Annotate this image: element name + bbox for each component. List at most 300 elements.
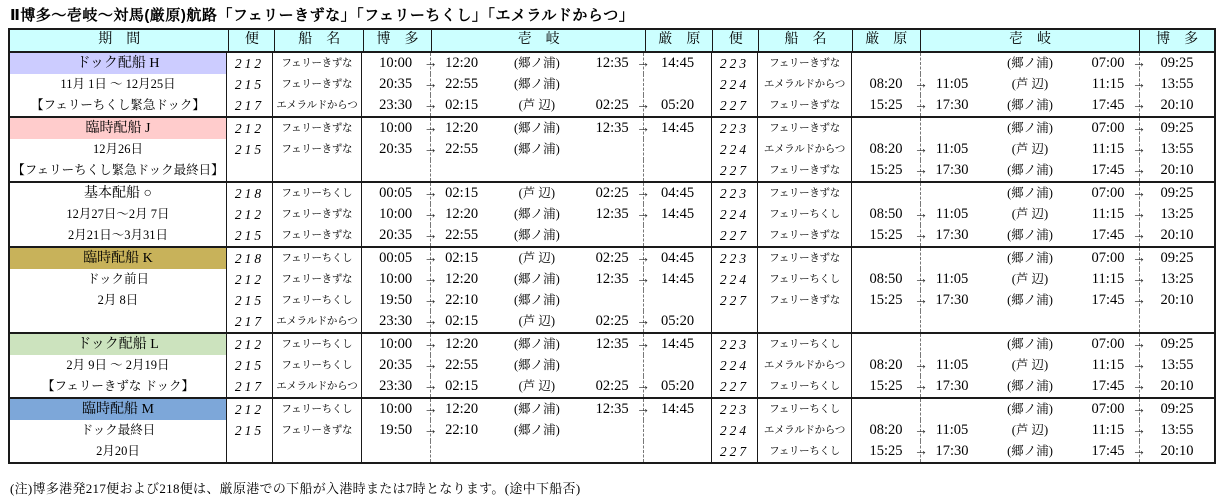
port-name: (郷ノ浦) (513, 56, 560, 70)
page-title: Ⅱ博多～壱岐～対馬(厳原)航路「フェリーきずな」「フェリーちくし」「エメラルドからつ」 (10, 7, 635, 24)
iki-cell (423, 74, 645, 95)
flight-number: 227 (712, 225, 758, 246)
iki-departure-time: 07:00 (1091, 185, 1125, 201)
iki-arrival-time (431, 160, 493, 181)
izuhara-departure-time: 08:20 (869, 76, 903, 92)
period-cell (10, 334, 227, 397)
izuhara-arrival-time: 14:45 (661, 336, 695, 352)
arrow-icon: → (914, 272, 928, 287)
izuhara-arrival-time (644, 160, 711, 181)
arrow-icon: → (636, 98, 651, 113)
flight-number: 224 (712, 139, 758, 160)
iki-departure-time: 11:15 (1091, 357, 1125, 373)
hakata-departure-time: 10:00 (379, 55, 413, 71)
arrow-icon: → (1132, 77, 1146, 92)
flight-number: 227 (712, 95, 758, 116)
hakata-departure-time: 19:50 (379, 422, 413, 438)
return-leg (712, 399, 1214, 420)
port-name: (芦 辺) (518, 98, 556, 112)
iki-cell (423, 53, 651, 74)
iki-cell (914, 95, 1146, 116)
iki-cell (914, 225, 1146, 246)
hakata-departure-time: 10:00 (379, 336, 413, 352)
izuhara-departure-time: 08:50 (869, 271, 903, 287)
port-name: (芦 辺) (1011, 423, 1049, 437)
izuhara-arrival-time: 05:20 (661, 378, 695, 394)
arrow-icon: → (914, 228, 928, 243)
iki-departure-time (581, 355, 643, 376)
return-leg (712, 290, 1214, 311)
outbound-leg (227, 399, 712, 420)
port-name: (芦 辺) (1011, 77, 1049, 91)
hakata-departure-time: 23:30 (379, 378, 413, 394)
izuhara-arrival-time: 04:45 (661, 250, 695, 266)
ship-name: フェリーきずな (273, 225, 362, 246)
iki-cell (914, 139, 1146, 160)
iki-arrival-time: 22:10 (445, 422, 479, 438)
outbound-leg (227, 248, 712, 269)
izuhara-arrival-time (644, 139, 711, 160)
iki-departure-time: 12:35 (595, 120, 629, 136)
iki-arrival-time: 12:20 (445, 271, 479, 287)
iki-cell (423, 95, 651, 116)
ship-name: フェリーきずな (273, 139, 362, 160)
iki-arrival-time: 17:30 (935, 162, 969, 178)
outbound-leg (227, 53, 712, 74)
period-dates: 12月26日 (92, 142, 143, 156)
izuhara-departure-time (852, 311, 920, 332)
arrow-icon: → (423, 293, 438, 308)
port-name: (郷ノ浦) (1007, 163, 1053, 177)
flight-number: 212 (227, 204, 273, 225)
flight-number: 223 (712, 53, 758, 74)
port-name: (郷ノ浦) (1007, 293, 1053, 307)
arrow-icon: → (423, 337, 438, 352)
outbound-leg (227, 420, 712, 441)
ship-name: フェリーちくし (273, 183, 362, 204)
arrow-icon: → (423, 358, 438, 373)
iki-cell (914, 269, 1146, 290)
period-note: 【フェリーちくし緊急ドック最終日】 (12, 163, 224, 177)
hakata-arrival-time: 20:10 (1160, 292, 1194, 308)
return-leg (712, 248, 1214, 269)
arrow-icon: → (1132, 207, 1146, 222)
iki-departure-time: 12:35 (595, 206, 629, 222)
flight-number: 215 (227, 290, 273, 311)
table-row (227, 376, 1214, 397)
flight-number: 217 (227, 376, 273, 397)
flight-number: 215 (227, 225, 273, 246)
ship-name: フェリーきずな (758, 53, 852, 74)
iki-arrival-time: 12:20 (445, 120, 479, 136)
iki-cell (423, 311, 651, 332)
port-name: (芦 辺) (518, 251, 556, 265)
iki-departure-time: 07:00 (1091, 336, 1125, 352)
return-leg (712, 376, 1214, 397)
iki-departure-time: 11:15 (1091, 271, 1125, 287)
table-row (227, 334, 1214, 355)
period-dates: 2月 9日 ～ 2月19日 (66, 358, 170, 372)
iki-arrival-time: 12:20 (445, 401, 479, 417)
arrow-icon: → (1132, 379, 1146, 394)
arrow-icon: → (1132, 423, 1146, 438)
port-name: (郷ノ浦) (1007, 121, 1053, 135)
ship-name: フェリーちくし (758, 269, 852, 290)
section-rows (227, 53, 1214, 116)
izuhara-departure-time: 15:25 (869, 378, 903, 394)
ship-name: フェリーきずな (758, 290, 852, 311)
iki-cell (914, 420, 1146, 441)
port-name: (郷ノ浦) (513, 402, 560, 416)
arrow-icon: → (1132, 293, 1146, 308)
ship-name: フェリーきずな (758, 118, 852, 139)
flight-number: 223 (712, 118, 758, 139)
hakata-arrival-time: 20:10 (1160, 227, 1194, 243)
izuhara-arrival-time (644, 225, 711, 246)
iki-cell (430, 160, 645, 181)
izuhara-arrival-time (644, 441, 711, 462)
return-leg (712, 334, 1214, 355)
ship-name: フェリーちくし (273, 290, 362, 311)
ship-name: フェリーきずな (273, 269, 362, 290)
arrow-icon: → (423, 121, 438, 136)
flight-number: 212 (227, 53, 273, 74)
section-rows (227, 248, 1214, 332)
iki-departure-time (581, 441, 643, 462)
iki-departure-time (581, 225, 643, 246)
outbound-leg (227, 74, 712, 95)
port-name (493, 441, 582, 462)
return-leg (712, 204, 1214, 225)
section-name: ドック配船 H (10, 53, 226, 74)
iki-cell (920, 118, 1146, 139)
iki-departure-time: 12:35 (595, 401, 629, 417)
izuhara-arrival-time (644, 355, 711, 376)
iki-arrival-time (921, 311, 983, 332)
iki-arrival-time: 22:10 (445, 292, 479, 308)
port-name: (郷ノ浦) (1007, 402, 1053, 416)
iki-departure-time (581, 74, 643, 95)
iki-cell (423, 269, 651, 290)
iki-arrival-time (921, 248, 983, 269)
port-name: (郷ノ浦) (1007, 444, 1053, 458)
iki-departure-time: 17:45 (1091, 378, 1125, 394)
hakata-departure-time: 10:00 (379, 120, 413, 136)
izuhara-departure-time (852, 53, 920, 74)
ship-name: フェリーきずな (758, 95, 852, 116)
arrow-icon: → (1132, 272, 1146, 287)
port-name: (郷ノ浦) (1007, 379, 1053, 393)
flight-number: 224 (712, 204, 758, 225)
port-name: (芦 辺) (1011, 207, 1049, 221)
hakata-departure-time: 10:00 (379, 401, 413, 417)
hakata-departure-time: 00:05 (379, 250, 413, 266)
flight-number: 212 (227, 118, 273, 139)
iki-cell (430, 441, 645, 462)
iki-cell (423, 204, 651, 225)
iki-departure-time (581, 160, 643, 181)
ship-name: エメラルドからつ (758, 139, 852, 160)
iki-arrival-time: 17:30 (935, 378, 969, 394)
table-row (227, 290, 1214, 311)
iki-departure-time: 11:15 (1091, 206, 1125, 222)
izuhara-arrival-time: 14:45 (661, 55, 695, 71)
iki-arrival-time: 11:05 (935, 422, 969, 438)
hakata-departure-time: 23:30 (379, 97, 413, 113)
hakata-arrival-time: 20:10 (1160, 162, 1194, 178)
table-row (227, 53, 1214, 74)
return-leg (712, 269, 1214, 290)
iki-cell (920, 248, 1146, 269)
section-rows (227, 118, 1214, 181)
hakata-arrival-time: 20:10 (1160, 97, 1194, 113)
hakata-arrival-time: 09:25 (1160, 250, 1194, 266)
return-leg (712, 95, 1214, 116)
port-name: (郷ノ浦) (1007, 56, 1053, 70)
hakata-arrival-time: 20:10 (1160, 378, 1194, 394)
section-name: 臨時配船 K (10, 248, 226, 269)
period-dates: ドック最終日 (80, 423, 156, 437)
hakata-arrival-time (1140, 311, 1214, 332)
outbound-leg (227, 95, 712, 116)
iki-arrival-time: 17:30 (935, 227, 969, 243)
hakata-arrival-time: 13:55 (1160, 76, 1194, 92)
iki-arrival-time (921, 53, 983, 74)
hakata-arrival-time: 09:25 (1160, 336, 1194, 352)
iki-cell (423, 183, 651, 204)
izuhara-departure-time: 15:25 (869, 97, 903, 113)
iki-cell (914, 74, 1146, 95)
izuhara-arrival-time: 05:20 (661, 97, 695, 113)
iki-departure-time: 02:25 (595, 185, 629, 201)
izuhara-departure-time: 08:20 (869, 141, 903, 157)
return-leg (712, 74, 1214, 95)
arrow-icon: → (636, 379, 651, 394)
arrow-icon: → (1132, 402, 1146, 417)
hakata-departure-time (362, 160, 430, 181)
return-leg (712, 311, 1214, 332)
arrow-icon: → (423, 186, 438, 201)
outbound-leg (227, 290, 712, 311)
arrow-icon: → (423, 228, 438, 243)
port-name: (郷ノ浦) (513, 293, 560, 307)
iki-cell (914, 441, 1146, 462)
arrow-icon: → (636, 314, 651, 329)
arrow-icon: → (914, 423, 928, 438)
hakata-arrival-time: 09:25 (1160, 185, 1194, 201)
iki-cell (914, 355, 1146, 376)
arrow-icon: → (423, 314, 438, 329)
iki-arrival-time (921, 183, 983, 204)
outbound-leg (227, 139, 712, 160)
flight-number: 223 (712, 248, 758, 269)
hakata-departure-time: 20:35 (379, 76, 413, 92)
port-name: (郷ノ浦) (513, 337, 560, 351)
arrow-icon: → (1132, 163, 1146, 178)
arrow-icon: → (423, 77, 438, 92)
iki-arrival-time: 17:30 (935, 443, 969, 459)
iki-cell (914, 204, 1146, 225)
izuhara-departure-time (852, 183, 920, 204)
table-header-row (10, 30, 1214, 53)
port-name: (郷ノ浦) (1007, 186, 1053, 200)
iki-departure-time: 07:00 (1091, 120, 1125, 136)
ship-name: エメラルドからつ (758, 420, 852, 441)
arrow-icon: → (914, 379, 928, 394)
izuhara-arrival-time (644, 420, 711, 441)
outbound-leg (227, 376, 712, 397)
iki-departure-time: 02:25 (595, 250, 629, 266)
izuhara-departure-time (852, 399, 920, 420)
header-ship: 船 名 (759, 30, 853, 51)
iki-cell (914, 376, 1146, 397)
arrow-icon: → (914, 444, 928, 459)
ship-name: フェリーちくし (758, 334, 852, 355)
arrow-icon: → (636, 402, 651, 417)
iki-cell (423, 248, 651, 269)
table-row (227, 311, 1214, 332)
izuhara-departure-time: 15:25 (869, 227, 903, 243)
arrow-icon: → (423, 379, 438, 394)
arrow-icon: → (1132, 142, 1146, 157)
hakata-departure-time (362, 441, 430, 462)
ship-name (273, 441, 362, 462)
period-cell (10, 183, 227, 246)
outbound-leg (227, 183, 712, 204)
section-name: ドック配船 L (10, 334, 226, 355)
hakata-departure-time: 20:35 (379, 357, 413, 373)
iki-arrival-time: 11:05 (935, 271, 969, 287)
iki-departure-time: 02:25 (595, 378, 629, 394)
arrow-icon: → (423, 56, 438, 71)
table-row (227, 95, 1214, 116)
flight-number: 215 (227, 420, 273, 441)
arrow-icon: → (636, 272, 651, 287)
iki-arrival-time (431, 441, 493, 462)
iki-arrival-time: 22:55 (445, 141, 479, 157)
section-name: 基本配船 ○ (84, 186, 152, 201)
ship-name: フェリーちくし (758, 399, 852, 420)
hakata-arrival-time: 13:55 (1160, 422, 1194, 438)
ship-name: フェリーきずな (273, 204, 362, 225)
hakata-departure-time: 00:05 (379, 185, 413, 201)
arrow-icon: → (1132, 337, 1146, 352)
section-name: 臨時配船 J (10, 118, 226, 139)
flight-number: 224 (712, 420, 758, 441)
flight-number (227, 160, 273, 181)
port-name: (郷ノ浦) (513, 228, 560, 242)
ship-name: エメラルドからつ (758, 355, 852, 376)
iki-departure-time: 12:35 (595, 336, 629, 352)
iki-departure-time: 17:45 (1091, 162, 1125, 178)
hakata-arrival-time: 13:25 (1160, 271, 1194, 287)
table-row (227, 399, 1214, 420)
iki-departure-time: 07:00 (1091, 250, 1125, 266)
iki-arrival-time (921, 334, 983, 355)
header-flight: 便 (229, 30, 275, 51)
return-leg (712, 160, 1214, 181)
izuhara-departure-time: 08:20 (869, 422, 903, 438)
iki-arrival-time: 02:15 (445, 250, 479, 266)
flight-number: 227 (712, 376, 758, 397)
izuhara-arrival-time: 14:45 (661, 401, 695, 417)
period-cell (10, 53, 227, 116)
arrow-icon: → (914, 358, 928, 373)
return-leg (712, 225, 1214, 246)
port-name: (芦 辺) (518, 379, 556, 393)
izuhara-arrival-time: 05:20 (661, 313, 695, 329)
arrow-icon: → (636, 186, 651, 201)
port-name: (郷ノ浦) (513, 423, 560, 437)
flight-number: 212 (227, 334, 273, 355)
arrow-icon: → (423, 402, 438, 417)
arrow-icon: → (636, 251, 651, 266)
izuhara-departure-time: 08:20 (869, 357, 903, 373)
izuhara-departure-time: 15:25 (869, 443, 903, 459)
flight-number: 218 (227, 183, 273, 204)
period-dates: 12月27日～2月 7日 (66, 207, 170, 221)
ship-name: フェリーちくし (273, 399, 362, 420)
timetable-body (10, 53, 1214, 462)
izuhara-departure-time (852, 334, 920, 355)
iki-cell (423, 334, 651, 355)
hakata-departure-time: 10:00 (379, 271, 413, 287)
ship-name: エメラルドからつ (273, 376, 362, 397)
flight-number: 223 (712, 183, 758, 204)
flight-number (712, 311, 758, 332)
arrow-icon: → (1132, 251, 1146, 266)
return-leg (712, 183, 1214, 204)
iki-cell (920, 311, 1140, 332)
iki-arrival-time: 02:15 (445, 313, 479, 329)
iki-arrival-time: 12:20 (445, 336, 479, 352)
port-name: (郷ノ浦) (513, 142, 560, 156)
iki-arrival-time: 02:15 (445, 378, 479, 394)
port-name: (郷ノ浦) (513, 77, 560, 91)
iki-cell (920, 334, 1146, 355)
table-row (227, 160, 1214, 181)
hakata-arrival-time: 13:55 (1160, 357, 1194, 373)
iki-departure-time (581, 290, 643, 311)
table-row (227, 74, 1214, 95)
table-row (227, 248, 1214, 269)
header-period: 期 間 (10, 30, 229, 51)
return-leg (712, 441, 1214, 462)
ship-name: エメラルドからつ (758, 74, 852, 95)
iki-cell (423, 420, 645, 441)
iki-departure-time: 17:45 (1091, 292, 1125, 308)
iki-arrival-time: 17:30 (935, 97, 969, 113)
outbound-leg (227, 355, 712, 376)
iki-arrival-time: 11:05 (935, 141, 969, 157)
ship-name: フェリーきずな (758, 183, 852, 204)
port-name: (芦 辺) (1011, 358, 1049, 372)
return-leg (712, 53, 1214, 74)
ship-name (273, 160, 362, 181)
period-note: 2月21日～3月31日 (67, 228, 168, 242)
ship-name: フェリーちくし (758, 204, 852, 225)
arrow-icon: → (914, 293, 928, 308)
flight-number: 224 (712, 355, 758, 376)
period-note: 2月20日 (96, 444, 140, 458)
iki-cell (914, 290, 1146, 311)
arrow-icon: → (636, 207, 651, 222)
arrow-icon: → (636, 337, 651, 352)
return-leg (712, 139, 1214, 160)
port-name: (芦 辺) (1011, 272, 1049, 286)
iki-departure-time: 02:25 (595, 97, 629, 113)
port-name: (郷ノ浦) (1007, 228, 1053, 242)
